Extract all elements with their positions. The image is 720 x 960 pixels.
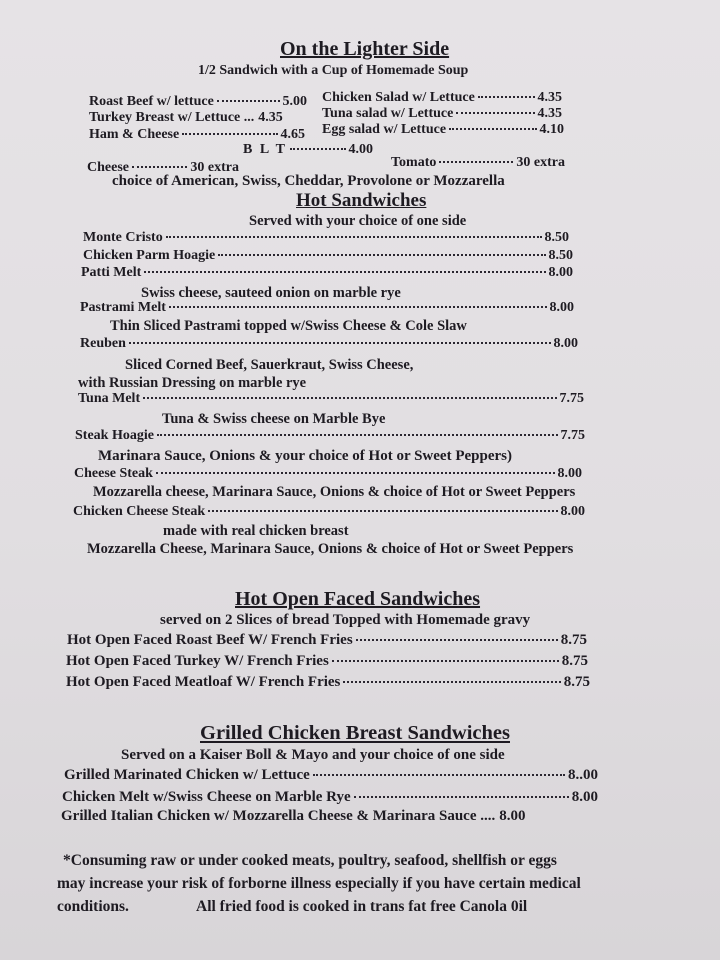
item-description: Thin Sliced Pastrami topped w/Swiss Cheese & Cole Slaw: [110, 318, 467, 334]
open-faced-title: Hot Open Faced Sandwiches: [235, 588, 481, 610]
menu-item: Tuna Melt 7.75: [78, 391, 584, 406]
menu-item: Monte Cristo 8.50: [83, 230, 569, 245]
disclaimer-line: conditions.: [57, 898, 129, 915]
item-description: Tuna & Swiss cheese on Marble Bye: [162, 411, 386, 427]
menu-item: Chicken Salad w/ Lettuce 4.35: [322, 90, 562, 105]
menu-item: Roast Beef w/ lettuce 5.00: [89, 94, 307, 109]
menu-item: Ham & Cheese 4.65: [89, 127, 305, 142]
menu-item: Grilled Marinated Chicken w/ Lettuce 8..00: [64, 767, 598, 783]
extra-item: Tomato 30 extra: [391, 155, 565, 170]
item-description: Marinara Sauce, Onions & your choice of Hot or Sweet Peppers): [98, 448, 512, 464]
menu-item: B L T 4.00: [243, 142, 373, 157]
item-description: Mozzarella cheese, Marinara Sauce, Onions & choice of Hot or Sweet Peppers: [93, 484, 576, 500]
menu-item: Hot Open Faced Meatloaf W/ French Fries 8.75: [66, 674, 590, 690]
item-description: made with real chicken breast: [163, 523, 349, 539]
item-description: Sliced Corned Beef, Sauerkraut, Swiss Cheese,: [125, 357, 414, 373]
cheese-choice-note: choice of American, Swiss, Cheddar, Provolone or Mozzarella: [112, 173, 505, 189]
menu-item: Grilled Italian Chicken w/ Mozzarella Cheese & Marinara Sauce .... 8.00: [61, 808, 526, 824]
menu-item: Chicken Melt w/Swiss Cheese on Marble Rye 8.00: [62, 789, 598, 805]
extra-item: Cheese 30 extra: [87, 160, 239, 175]
hot-sandwiches-subtitle: Served with your choice of one side: [249, 213, 467, 229]
lighter-side-subtitle: 1/2 Sandwich with a Cup of Homemade Soup: [198, 63, 469, 78]
item-description: Mozzarella Cheese, Marinara Sauce, Onions & choice of Hot or Sweet Peppers: [87, 541, 574, 557]
item-description: Swiss cheese, sauteed onion on marble rye: [141, 285, 401, 301]
grilled-chicken-subtitle: Served on a Kaiser Boll & Mayo and your choice of one side: [121, 747, 505, 763]
disclaimer-line: may increase your risk of forborne illness especially if you have certain medical: [57, 875, 581, 892]
menu-item: Steak Hoagie 7.75: [75, 428, 585, 443]
lighter-side-title: On the Lighter Side: [280, 38, 450, 60]
menu-item: Chicken Cheese Steak 8.00: [73, 504, 585, 519]
menu-item: Tuna salad w/ Lettuce 4.35: [322, 106, 562, 121]
menu-item: Patti Melt 8.00: [81, 265, 573, 280]
menu-item: Chicken Parm Hoagie 8.50: [83, 248, 573, 263]
menu-item: Turkey Breast w/ Lettuce ... 4.35: [89, 110, 283, 125]
menu-item: Cheese Steak 8.00: [74, 466, 582, 481]
hot-sandwiches-title: Hot Sandwiches: [296, 190, 427, 211]
menu-item: Egg salad w/ Lettuce 4.10: [322, 122, 564, 137]
open-faced-subtitle: served on 2 Slices of bread Topped with Homemade gravy: [160, 612, 531, 628]
grilled-chicken-title: Grilled Chicken Breast Sandwiches: [200, 722, 510, 744]
menu-item: Pastrami Melt 8.00: [80, 300, 574, 315]
disclaimer-line: *Consuming raw or under cooked meats, poultry, seafood, shellfish or eggs: [63, 852, 557, 869]
menu-item: Hot Open Faced Turkey W/ French Fries 8.75: [66, 653, 588, 669]
menu-item: Hot Open Faced Roast Beef W/ French Fries 8.75: [67, 632, 587, 648]
menu-item: Reuben 8.00: [80, 336, 578, 351]
item-description: with Russian Dressing on marble rye: [78, 375, 307, 391]
fried-food-note: All fried food is cooked in trans fat free Canola 0il: [196, 898, 528, 915]
